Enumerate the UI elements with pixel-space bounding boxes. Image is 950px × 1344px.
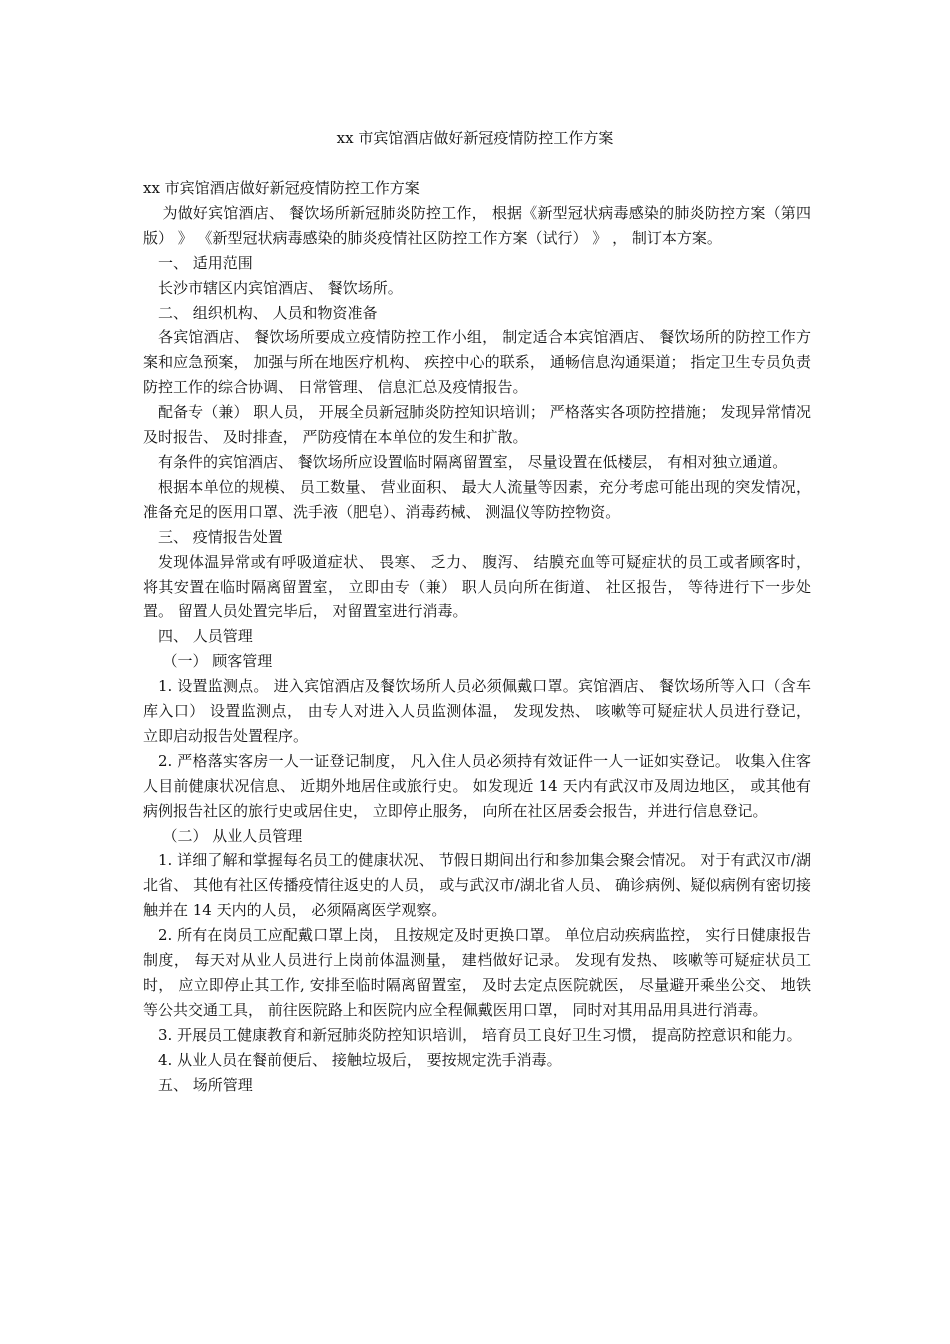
section-heading: 五、 场所管理 bbox=[158, 1075, 253, 1094]
paragraph: 有条件的宾馆酒店、 餐饮场所应设置临时隔离留置室， 尽量设置在低楼层， 有相对独立通道。 bbox=[158, 452, 788, 471]
list-item: 1. 详细了解和掌握每名员工的健康状况、 节假日期间出行和参加集会聚会情况。 对于有武汉市/湖北省、 其他有社区传播疫情往返史的人员， 或与武汉市/湖北省人员、 确诊病例、疑似病例有密切接触并在 14 天内的人员， 必须隔离医学观察。 bbox=[143, 851, 811, 920]
list-item: 2. 严格落实客房一人一证登记制度， 凡入住人员必须持有效证件一人一证如实登记。 收集入住客人目前健康状况信息、 近期外地居住或旅行史。 如发现近 14 天内有武汉市及周边地区， 或其他有病例报告社区的旅行史或居住史， 立即停止服务， 向所在社区居委会报告，并进行信息登记。 bbox=[143, 751, 811, 820]
page-title: xx 市宾馆酒店做好新冠疫情防控工作方案 bbox=[336, 129, 614, 147]
subsection-heading: （一） 顾客管理 bbox=[162, 652, 273, 671]
list-item: 4. 从业人员在餐前便后、 接触垃圾后， 要按规定洗手消毒。 bbox=[158, 1050, 562, 1069]
intro-paragraph: 为做好宾馆酒店、 餐饮场所新冠肺炎防控工作， 根据《新型冠状病毒感染的肺炎防控方案（第四版） 》 《新型冠状病毒感染的肺炎疫情社区防控工作方案（试行） 》 ， 制订本方案。 bbox=[143, 203, 811, 247]
list-item: 3. 开展员工健康教育和新冠肺炎防控知识培训， 培育员工良好卫生习惯， 提高防控意识和能力。 bbox=[158, 1025, 802, 1044]
section-heading: 二、 组织机构、 人员和物资准备 bbox=[158, 303, 378, 322]
paragraph: 配备专（兼） 职人员， 开展全员新冠肺炎防控知识培训； 严格落实各项防控措施； 发现异常情况及时报告、 及时排查， 严防疫情在本单位的发生和扩散。 bbox=[143, 403, 811, 447]
paragraph: 根据本单位的规模、 员工数量、 营业面积、 最大人流量等因素，充分考虑可能出现的突发情况， 准备充足的医用口罩、洗手液（肥皂）、消毒药械、 测温仪等防控物资。 bbox=[143, 477, 816, 521]
list-item: 1. 设置监测点。 进入宾馆酒店及餐饮场所人员必须佩戴口罩。宾馆酒店、 餐饮场所等入口（含车库入口） 设置监测点， 由专人对进入人员监测体温， 发现发热、 咳嗽等可疑症状人员进行登记， 立即启动报告处置程序。 bbox=[143, 677, 816, 745]
document-subtitle: xx 市宾馆酒店做好新冠疫情防控工作方案 bbox=[143, 179, 420, 197]
section-heading: 一、 适用范围 bbox=[158, 253, 253, 272]
paragraph: 各宾馆酒店、 餐饮场所要成立疫情防控工作小组， 制定适合本宾馆酒店、 餐饮场所的防控工作方案和应急预案， 加强与所在地医疗机构、 疾控中心的联系， 通畅信息沟通渠道； 指定卫生专员负责防控工作的综合协调、 日常管理、 信息汇总及疫情报告。 bbox=[143, 328, 811, 397]
document-body bbox=[143, 176, 816, 1098]
subsection-heading: （二） 从业人员管理 bbox=[162, 826, 303, 845]
list-item: 2. 所有在岗员工应配戴口罩上岗， 且按规定及时更换口罩。 单位启动疾病监控， 实行日健康报告制度， 每天对从业人员进行上岗前体温测量， 建档做好记录。 发现有发热、 咳嗽等可疑症状员工时， 应立即停止其工作, 安排至临时隔离留置室， 及时去定点医院就医， 尽量避开乘坐公交、 地铁等公共交通工具， 前往医院路上和医院内应全程佩戴医用口罩， 同时对其用品用具进行消毒。 bbox=[143, 926, 811, 1019]
section-heading: 四、 人员管理 bbox=[158, 627, 253, 646]
section-heading: 三、 疫情报告处置 bbox=[158, 527, 283, 546]
paragraph: 发现体温异常或有呼吸道症状、 畏寒、 乏力、 腹泻、 结膜充血等可疑症状的员工或者顾客时， 将其安置在临时隔离留置室， 立即由专（兼） 职人员向所在街道、 社区报告， 等待进行下一步处置。 留置人员处置完毕后， 对留置室进行消毒。 bbox=[143, 552, 816, 621]
paragraph: 长沙市辖区内宾馆酒店、 餐饮场所。 bbox=[158, 278, 403, 297]
